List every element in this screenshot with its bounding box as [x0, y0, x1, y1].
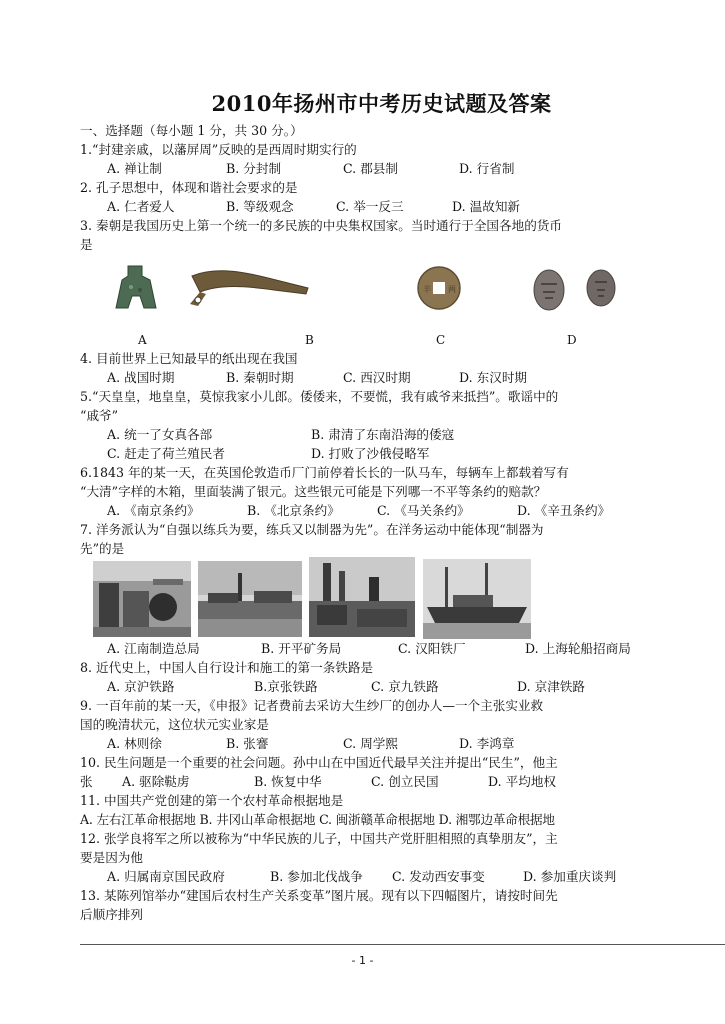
q2-option-b[interactable]: B. 等级观念 [226, 199, 294, 214]
q10-option-a[interactable]: A. 驱除鞑虏 [122, 774, 190, 789]
q7-option-c[interactable]: C. 汉阳铁厂 [398, 641, 466, 656]
q3-label-c: C [436, 333, 446, 347]
q12-stem-cont: 要是因为他 [80, 850, 143, 865]
q9-option-a[interactable]: A. 林则徐 [107, 736, 162, 751]
q5-stem-cont: “戚爷” [80, 408, 119, 423]
q12-option-c[interactable]: C. 发动西安事变 [392, 869, 485, 884]
mining-bureau-photo[interactable] [198, 561, 302, 637]
q13-stem: 13. 某陈列馆举办“建国后农村生产关系变革”图片展。现有以下四幅图片，请按时间先 [80, 888, 558, 903]
q4-option-c[interactable]: C. 西汉时期 [343, 370, 411, 385]
steamship-photo[interactable] [423, 559, 531, 639]
section-heading: 一、选择题（每小题 1 分，共 30 分。） [80, 123, 303, 138]
q3-label-b: B [305, 333, 314, 347]
q3-label-d: D [567, 333, 577, 347]
q7-option-d[interactable]: D. 上海轮船招商局 [525, 641, 631, 656]
q12-option-b[interactable]: B. 参加北伐战争 [270, 869, 363, 884]
q4-option-d[interactable]: D. 东汉时期 [459, 370, 528, 385]
q10-option-d[interactable]: D. 平均地权 [488, 774, 557, 789]
factory-machinery-photo[interactable] [93, 561, 191, 637]
q9-option-b[interactable]: B. 张謇 [226, 736, 269, 751]
q6-option-d[interactable]: D. 《辛丑条约》 [517, 503, 611, 518]
q6-option-b[interactable]: B. 《北京条约》 [247, 503, 340, 518]
q4-stem: 4. 目前世界上已知最早的纸出现在我国 [80, 351, 298, 366]
q8-option-b[interactable]: B.京张铁路 [254, 679, 318, 694]
coin-antnose-icon[interactable] [527, 266, 623, 316]
q1-option-a[interactable]: A. 禅让制 [107, 161, 162, 176]
svg-text:两: 两 [448, 285, 456, 294]
q6-option-a[interactable]: A. 《南京条约》 [107, 503, 200, 518]
footer-divider [80, 944, 725, 945]
coin-banliang-icon[interactable] [414, 264, 464, 312]
q5-option-b[interactable]: B. 肃清了东南沿海的倭寇 [311, 427, 455, 442]
q1-option-c[interactable]: C. 郡县制 [343, 161, 398, 176]
q3-stem: 3. 秦朝是我国历史上第一个统一的多民族的中央集权国家。当时通行于全国各地的货币 [80, 218, 562, 233]
q1-option-d[interactable]: D. 行省制 [459, 161, 515, 176]
q10-stem-cont: 张 [80, 774, 93, 789]
q2-stem: 2. 孔子思想中，体现和谐社会要求的是 [80, 180, 298, 195]
q2-option-c[interactable]: C. 举一反三 [336, 199, 404, 214]
q11-stem: 11. 中国共产党创建的第一个农村革命根据地是 [80, 793, 344, 808]
q3-label-a: A [138, 333, 147, 347]
q6-stem: 6.1843 年的某一天，在英国伦敦造币厂门前停着长长的一队马车，每辆车上都载着写有 [80, 465, 569, 480]
q12-option-d[interactable]: D. 参加重庆谈判 [523, 869, 617, 884]
coin-knife-icon[interactable] [186, 262, 316, 310]
q5-stem: 5.“天皇皇，地皇皇，莫惊我家小儿郎。倭倭来，不要慌，我有戚爷来抵挡”。歌谣中的 [80, 389, 559, 404]
page-number: - 1 - [351, 954, 374, 967]
page-title: 2010年扬州市中考历史试题及答案 [211, 91, 552, 116]
q5-option-a[interactable]: A. 统一了女真各部 [107, 427, 213, 442]
q9-option-c[interactable]: C. 周学熙 [343, 736, 398, 751]
q1-stem: 1.“封建亲戚，以藩屏周”反映的是西周时期实行的 [80, 142, 357, 157]
q4-option-b[interactable]: B. 秦朝时期 [226, 370, 294, 385]
q5-option-c[interactable]: C. 赶走了荷兰殖民者 [107, 446, 225, 461]
q2-option-a[interactable]: A. 仁者爱人 [107, 199, 175, 214]
q8-stem: 8. 近代史上，中国人自行设计和施工的第一条铁路是 [80, 660, 374, 675]
q3-stem-cont: 是 [80, 237, 93, 252]
q6-option-c[interactable]: C. 《马关条约》 [377, 503, 470, 518]
q10-option-c[interactable]: C. 创立民国 [371, 774, 439, 789]
q7-option-b[interactable]: B. 开平矿务局 [261, 641, 342, 656]
svg-text:半: 半 [423, 285, 431, 294]
q11-options[interactable]: A. 左右江革命根据地 B. 井冈山革命根据地 C. 闽浙赣革命根据地 D. 湘鄂边革命根据地 [80, 812, 555, 827]
q10-stem: 10. 民生问题是一个重要的社会问题。孙中山在中国近代最早关注并提出“民生”，他主 [80, 755, 558, 770]
q1-option-b[interactable]: B. 分封制 [226, 161, 282, 176]
q4-option-a[interactable]: A. 战国时期 [107, 370, 175, 385]
q8-option-d[interactable]: D. 京津铁路 [517, 679, 586, 694]
q7-stem-cont: 先”的是 [80, 541, 125, 556]
q8-option-c[interactable]: C. 京九铁路 [371, 679, 439, 694]
q7-stem: 7. 洋务派认为“自强以练兵为要，练兵又以制器为先”。在洋务运动中能体现“制器为 [80, 522, 544, 537]
q8-option-a[interactable]: A. 京沪铁路 [107, 679, 175, 694]
q13-stem-cont: 后顺序排列 [80, 907, 143, 922]
q9-stem: 9. 一百年前的某一天，《申报》记者费前去采访大生纱厂的创办人—一个主张实业救 [80, 698, 544, 713]
q6-stem-cont: “大清”字样的木箱，里面装满了银元。这些银元可能是下列哪一不平等条约的赔款？ [80, 484, 547, 499]
q2-option-d[interactable]: D. 温故知新 [452, 199, 521, 214]
q9-option-d[interactable]: D. 李鸿章 [459, 736, 515, 751]
q10-option-b[interactable]: B. 恢复中华 [254, 774, 322, 789]
q5-option-d[interactable]: D. 打败了沙俄侵略军 [311, 446, 430, 461]
q9-stem-cont: 国的晚清状元，这位状元实业家是 [80, 717, 269, 732]
coin-spade-icon[interactable] [106, 262, 166, 317]
q12-option-a[interactable]: A. 归属南京国民政府 [107, 869, 225, 884]
q7-option-a[interactable]: A. 江南制造总局 [107, 641, 200, 656]
ironworks-photo[interactable] [309, 557, 415, 637]
q12-stem: 12. 张学良将军之所以被称为“中华民族的儿子，中国共产党肝胆相照的真挚朋友”，主 [80, 831, 558, 846]
